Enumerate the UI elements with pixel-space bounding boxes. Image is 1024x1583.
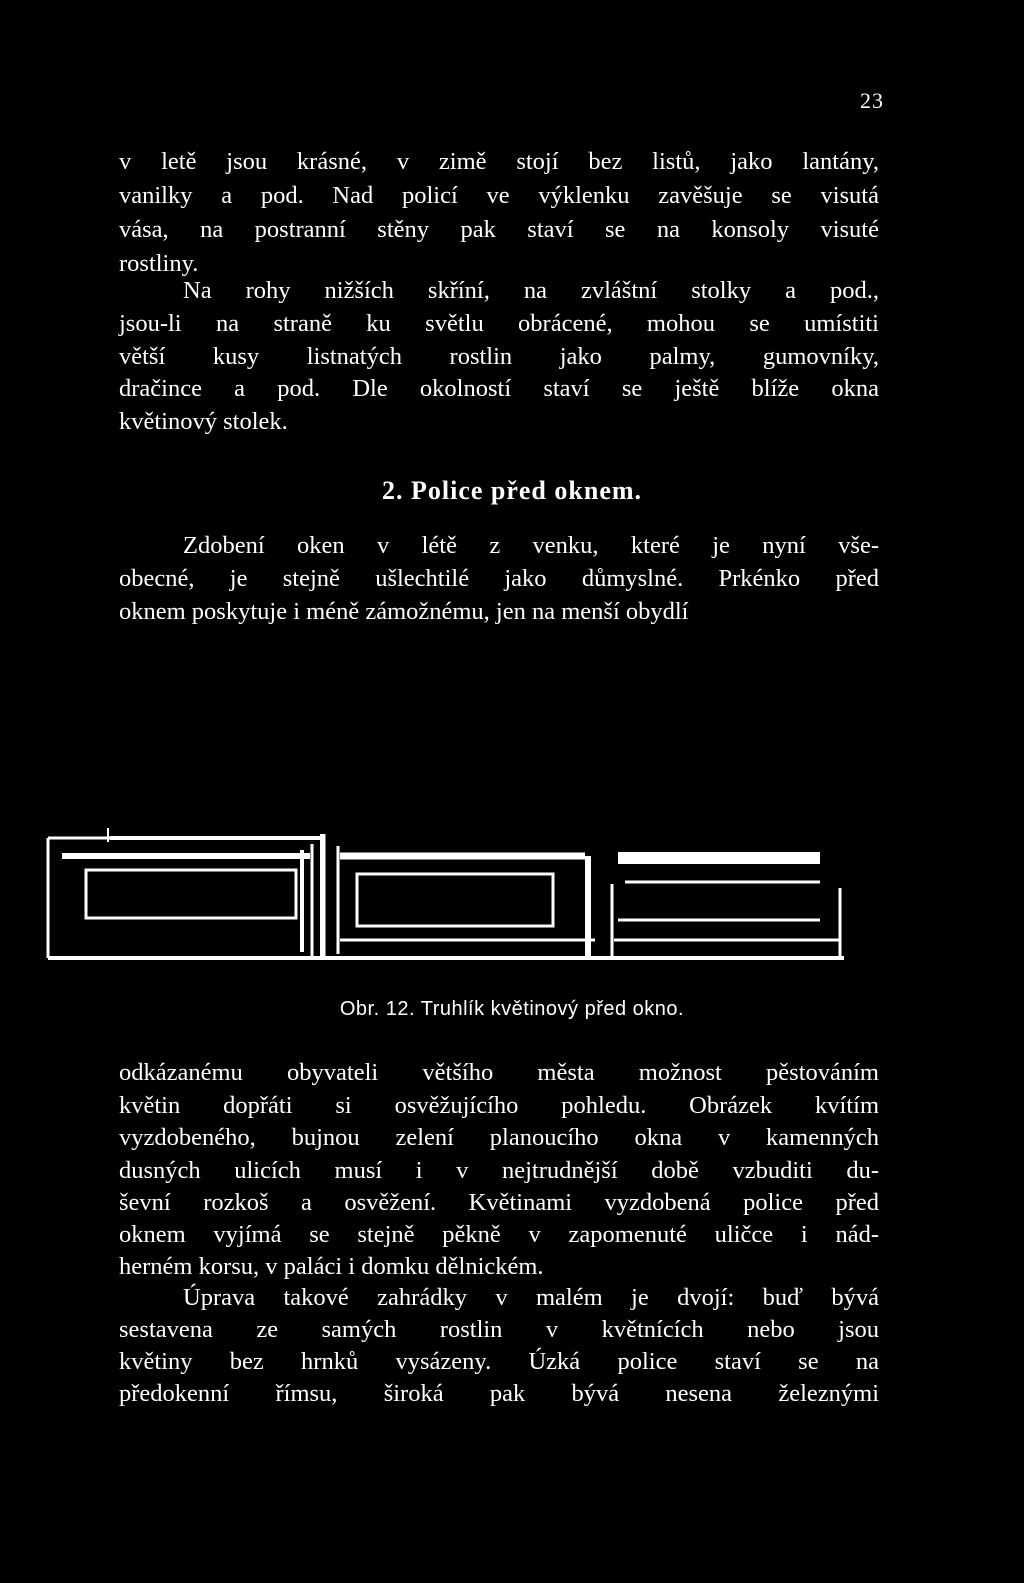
text-line: Úprava takové zahrádky v malém je dvojí: buď bývá: [183, 1284, 879, 1311]
text-line: sestavena ze samých rostlin v květnících nebo jsou: [119, 1316, 879, 1343]
text-line: květinový stolek.: [119, 408, 288, 435]
text-line: ševní rozkoš a osvěžení. Květinami vyzdobená police před: [119, 1189, 879, 1216]
text-line: v letě jsou krásné, v zimě stojí bez listů, jako lantány,: [119, 148, 879, 175]
text-line: oknem poskytuje i méně zámožnému, jen na menší obydlí: [119, 598, 689, 625]
figure-caption: Obr. 12. Truhlík květinový před okno.: [339, 998, 685, 1020]
text-line: Zdobení oken v létě z venku, které je nyní vše-: [183, 532, 879, 559]
text-line: rostliny.: [119, 250, 199, 277]
text-line: herném korsu, v paláci i domku dělnickém.: [119, 1253, 544, 1280]
text-line: dusných ulicích musí i v nejtrudnější době vzbuditi du-: [119, 1157, 879, 1184]
text-line: květiny bez hrnků vysázeny. Úzká police staví se na: [119, 1348, 879, 1375]
text-line: vyzdobeného, bujnou zelení planoucího okna v kamenných: [119, 1124, 879, 1151]
text-line: Na rohy nižších skříní, na zvláštní stolky a pod.,: [183, 277, 879, 304]
text-line: předokenní římsu, široká pak bývá nesena železnými: [119, 1380, 879, 1407]
text-line: oknem vyjímá se stejně pěkně v zapomenuté uličce i nád-: [119, 1221, 879, 1248]
section-heading: 2. Police před oknem.: [381, 476, 643, 505]
page-number: 23: [860, 88, 884, 113]
window-sill-drawing: [48, 828, 844, 960]
flower-box-illustration: [40, 820, 860, 970]
text-line: odkázanému obyvateli většího města možnost pěstováním: [119, 1059, 879, 1086]
text-line: obecné, je stejně ušlechtilé jako důmyslné. Prkénko před: [119, 565, 879, 592]
text-line: vanilky a pod. Nad policí ve výklenku zavěšuje se visutá: [119, 182, 879, 209]
text-line: větší kusy listnatých rostlin jako palmy, gumovníky,: [119, 343, 879, 370]
text-line: květin dopřáti si osvěžujícího pohledu. Obrázek kvítím: [119, 1092, 879, 1119]
text-line: jsou-li na straně ku světlu obrácené, mohou se umístiti: [119, 310, 879, 337]
text-line: dračince a pod. Dle okolností staví se ještě blíže okna: [119, 375, 879, 402]
text-line: vása, na postranní stěny pak staví se na konsoly visuté: [119, 216, 879, 243]
